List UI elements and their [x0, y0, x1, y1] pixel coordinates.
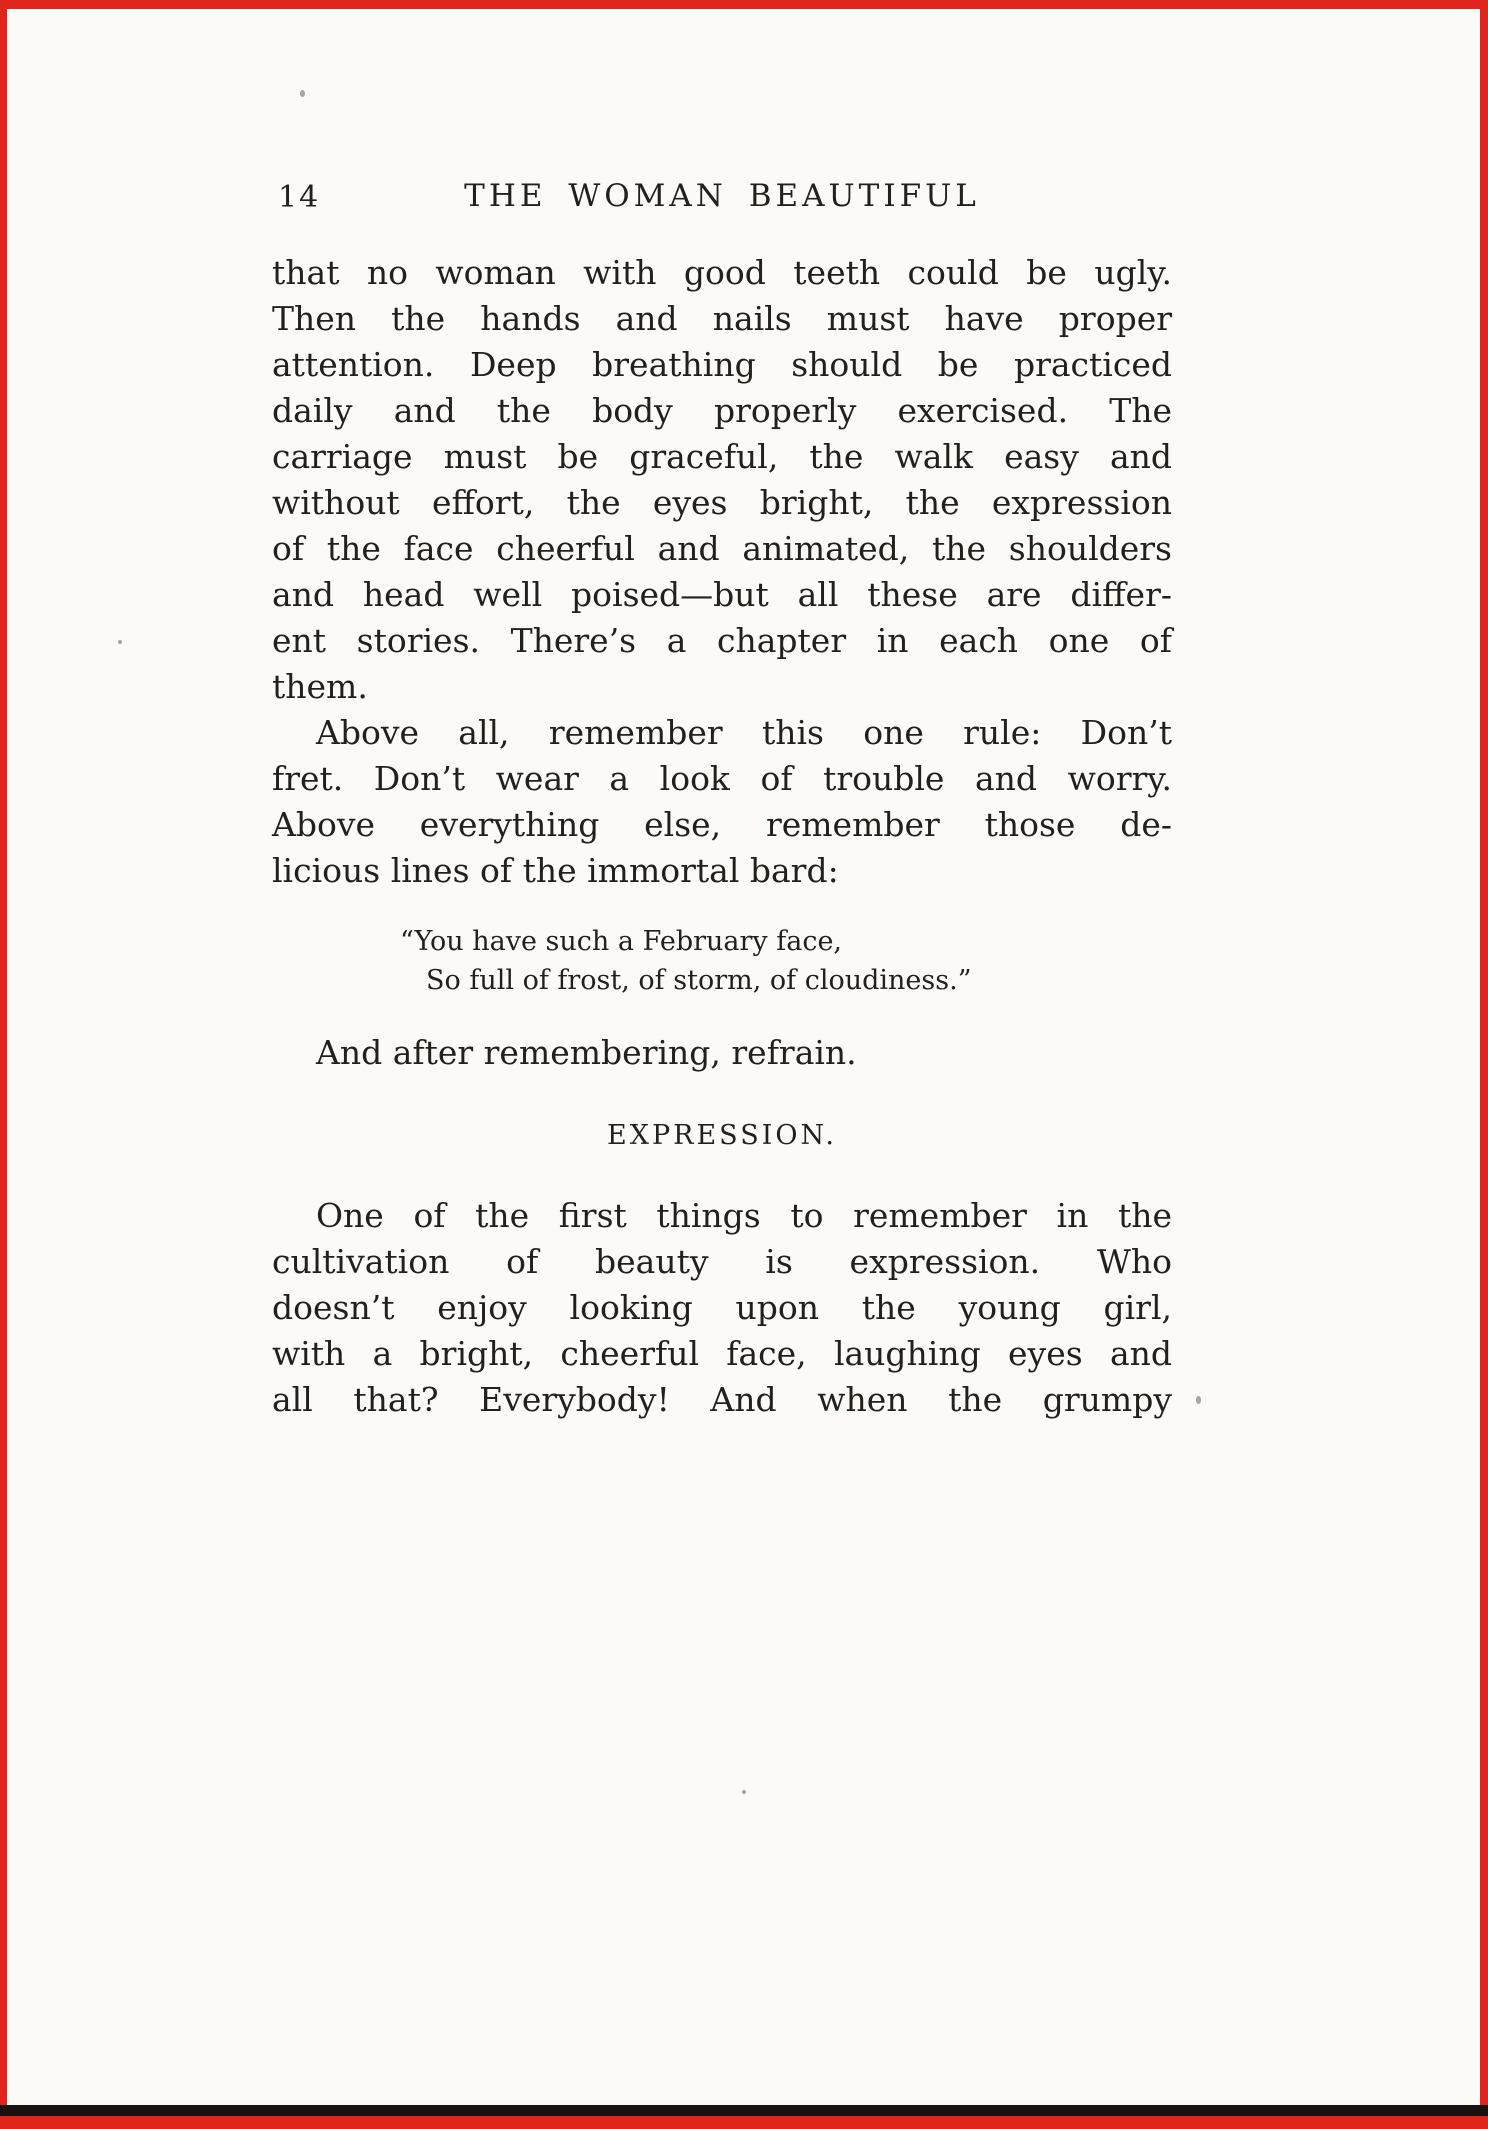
scan-speck	[1196, 1396, 1201, 1404]
scan-edge-bottom	[0, 2116, 1488, 2129]
text-line: of the face cheerful and animated, the shoulders	[272, 529, 1172, 568]
text-line: Above everything else, remember those de-	[272, 805, 1172, 844]
page-text-block	[272, 176, 1172, 1423]
text-line: Above all, remember this one rule: Don’t	[316, 713, 1172, 752]
page-header	[272, 176, 1172, 218]
scan-edge-left	[0, 0, 7, 2129]
text-line: all that? Everybody! And when the grumpy	[272, 1380, 1172, 1419]
text-line: licious lines of the immortal bard:	[272, 851, 839, 890]
text-line: without effort, the eyes bright, the expression	[272, 483, 1172, 522]
text-line: attention. Deep breathing should be practiced	[272, 345, 1172, 384]
text-line: and head well poised—but all these are differ-	[272, 575, 1172, 614]
scan-speck	[300, 90, 305, 97]
text-line: daily and the body properly exercised. The	[272, 391, 1172, 430]
quote-line: So full of frost, of storm, of cloudiness.”	[426, 965, 972, 996]
paragraph-4	[272, 1193, 1172, 1423]
text-line: with a bright, cheerful face, laughing eyes and	[272, 1334, 1172, 1373]
page-number: 14	[278, 180, 321, 215]
text-line: that no woman with good teeth could be ugly.	[272, 253, 1172, 292]
text-line: One of the first things to remember in the	[316, 1196, 1172, 1235]
text-line: doesn’t enjoy looking upon the young girl,	[272, 1288, 1172, 1327]
verse-quote	[400, 922, 1172, 1000]
section-heading: EXPRESSION.	[607, 1120, 837, 1151]
text-line: fret. Don’t wear a look of trouble and worry.	[272, 759, 1172, 798]
text-line: ent stories. There’s a chapter in each one of	[272, 621, 1172, 660]
scan-speck	[118, 640, 122, 644]
text-line: And after remembering, refrain.	[316, 1033, 857, 1072]
paragraph-3	[272, 1030, 1172, 1076]
running-title: THE WOMAN BEAUTIFUL	[464, 178, 980, 214]
text-line: Then the hands and nails must have proper	[272, 299, 1172, 338]
scan-speck	[742, 1790, 746, 1794]
scan-edge-right	[1480, 0, 1488, 2129]
paragraph-1	[272, 250, 1172, 710]
text-line: cultivation of beauty is expression. Who	[272, 1242, 1172, 1281]
text-line: carriage must be graceful, the walk easy and	[272, 437, 1172, 476]
scan-edge-top	[0, 0, 1488, 9]
text-line: them.	[272, 667, 368, 706]
quote-line: “You have such a February face,	[400, 926, 843, 957]
scan-edge-shadow	[0, 2105, 1488, 2116]
paragraph-2	[272, 710, 1172, 894]
